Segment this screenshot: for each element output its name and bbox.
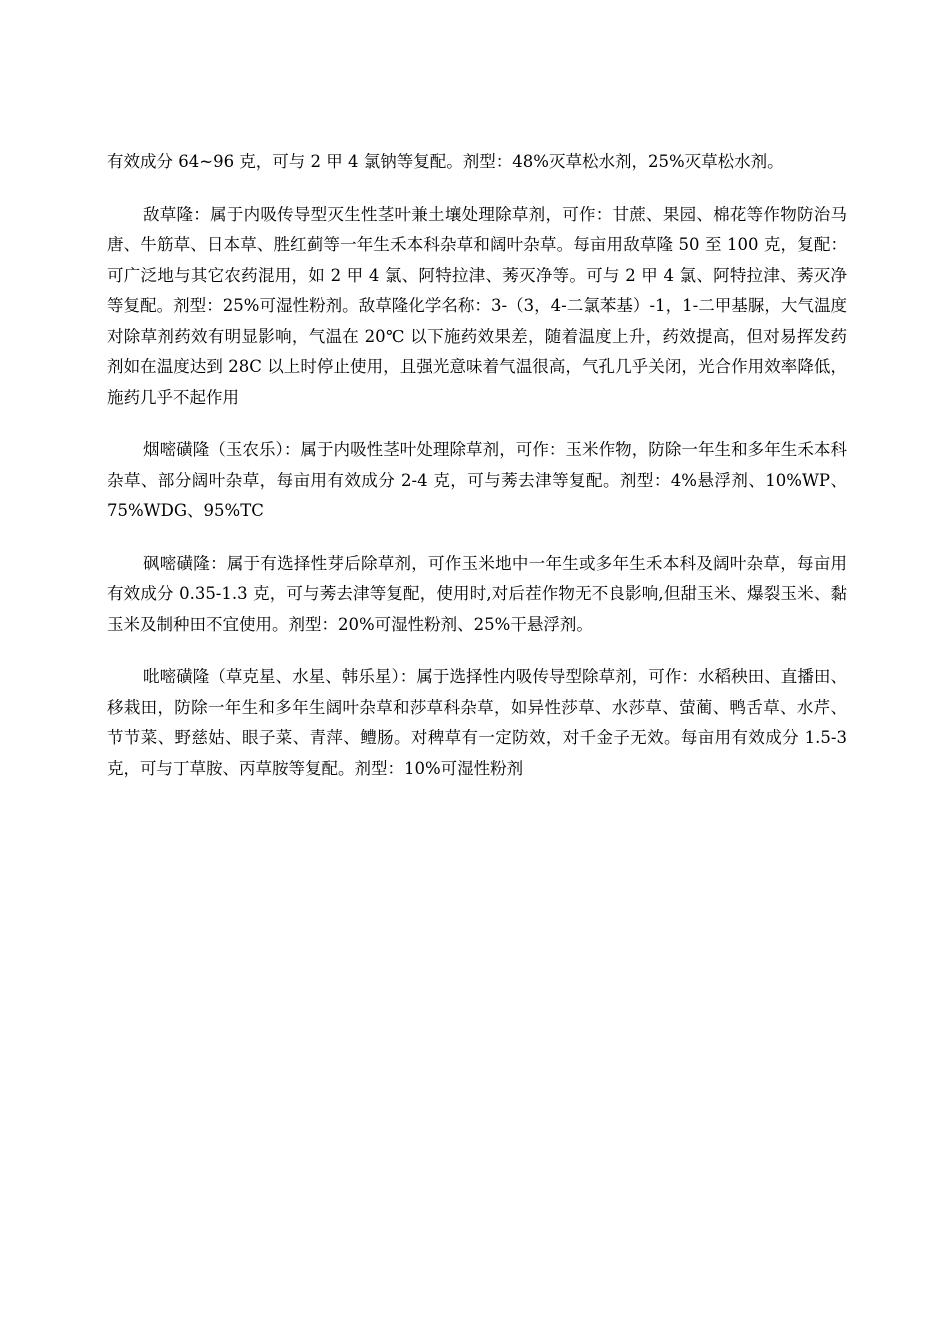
document-body — [107, 147, 847, 806]
paragraph-diuron: 敌草隆：属于内吸传导型灭生性茎叶兼土壤处理除草剂，可作：甘蔗、果园、棉花等作物防治马唐、牛筋草、日本草、胜红蓟等一年生禾本科杂草和阔叶杂草。每亩用敌草隆 50 至 100 克，复配：可广泛地与其它农药混用，如 2 甲 4 氯、阿特拉津、莠灭净等。可与 2 甲 4 氯、阿特拉津、莠灭净等复配。剂型：25%可湿性粉剂。敌草隆化学名称：3-（3，4-二氯苯基）-1，1-二甲基脲，大气温度对除草剂药效有明显影响，气温在 20℃ 以下施药效果差，随着温度上升，药效提高，但对易挥发药剂如在温度达到 28C 以上时停止使用，且强光意味着气温很高，气孔几乎关闭，光合作用效率降低，施药几乎不起作用 — [107, 204, 847, 407]
paragraph-rimsulfuron: 砜嘧磺隆：属于有选择性芽后除草剂，可作玉米地中一年生或多年生禾本科及阔叶杂草，每亩用有效成分 0.35-1.3 克，可与莠去津等复配，使用时,对后茬作物无不良影响,但甜玉米、爆裂玉米、黏玉米及制种田不宜使用。剂型：20%可湿性粉剂、25%干悬浮剂。 — [107, 553, 847, 634]
paragraph-nicosulfuron: 烟嘧磺隆（玉农乐）：属于内吸性茎叶处理除草剂，可作：玉米作物，防除一年生和多年生禾本科杂草、部分阔叶杂草，每亩用有效成分 2-4 克，可与莠去津等复配。剂型：4%悬浮剂、10%WP、75%WDG、95%TC — [107, 440, 847, 520]
paragraph-bentazone-continued: 有效成分 64~96 克，可与 2 甲 4 氯钠等复配。剂型：48%灭草松水剂，25%灭草松水剂。 — [107, 152, 784, 171]
paragraph-pyrazosulfuron: 吡嘧磺隆（草克星、水星、韩乐星）：属于选择性内吸传导型除草剂，可作：水稻秧田、直播田、移栽田，防除一年生和多年生阔叶杂草和莎草科杂草，如异性莎草、水莎草、萤蔺、鸭舌草、水芹、节节菜、野慈姑、眼子菜、青萍、鳢肠。对稗草有一定防效，对千金子无效。每亩用有效成分 1.5-3 克，可与丁草胺、丙草胺等复配。剂型：10%可湿性粉剂 — [107, 667, 847, 778]
